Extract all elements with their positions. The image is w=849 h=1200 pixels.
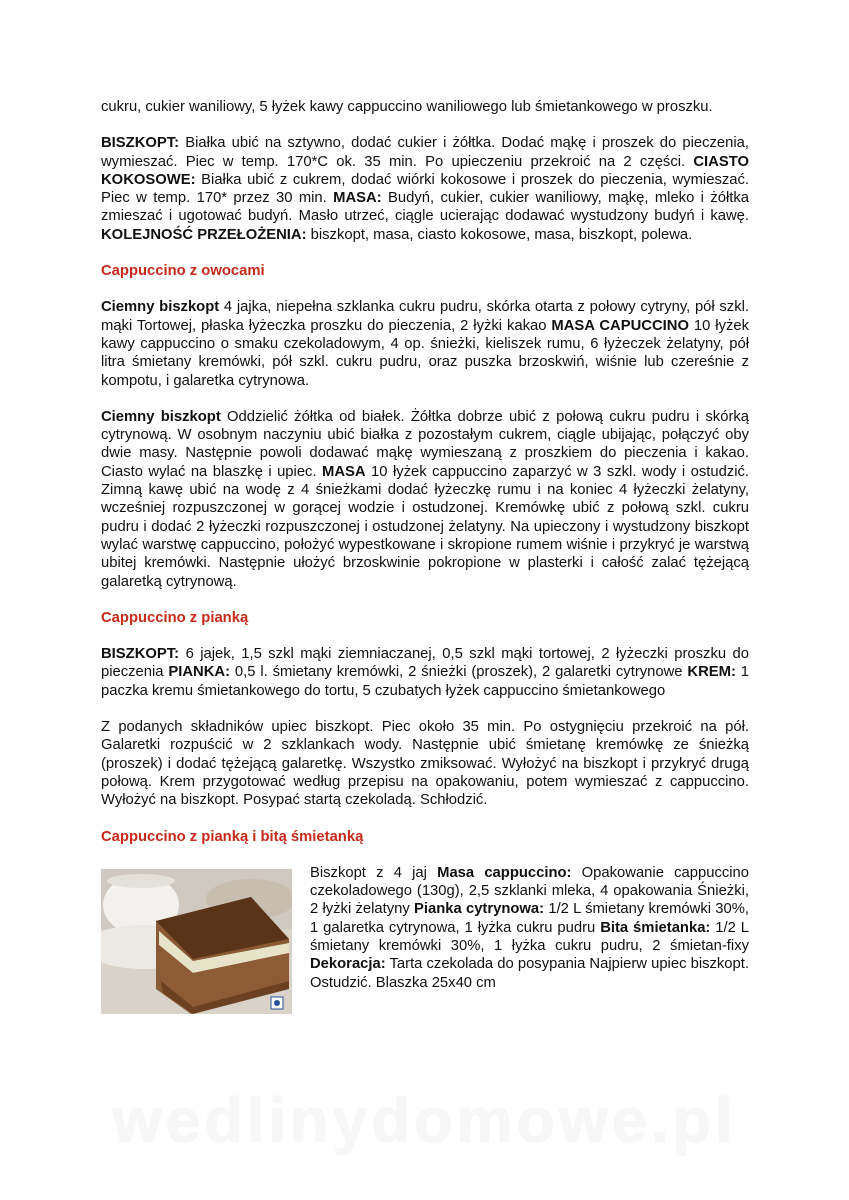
site-watermark: wedlinydomowe.pl [112, 1086, 737, 1156]
method-paragraph: Ciemny biszkopt Oddzielić żółtka od białek. Żółtka dobrze ubić z połową cukru pudru i skórką cytrynową. W osobnym naczyniu ubić białka z pozostałym cukrem, ciągle ubijając, połączyć oby dwie masy. Następnie powoli dodawać mąkę wymieszaną z proszkiem do pieczenia i kakao. Ciasto wylać na blaszkę i upiec. MASA 10 łyżek cappuccino zaparzyć w 3 szkl. wody i ostudzić. Zimną kawę ubić na wodę z 4 śnieżkami dodać łyżeczkę rumu i na koniec 4 łyżeczki żelatyny, wcześniej rozpuszczonej w gorącej wodzie i ostudzonej. Kremówkę ubić z połową szkl. cukru pudru i dodać 2 łyżeczki rozpuszczonej i ostudzonej żelatyny. Na upieczony i wystudzony biszkopt wylać warstwę cappuccino, położyć wypestkowane i skropione rumem wiśnie i przykryć je warstwą ubitej kremówki. Następnie ułożyć brzoskwinie pokropione w plasterki i całość zalać tężejącą galaretką cytrynową. [101, 408, 749, 590]
cake-photo [101, 869, 292, 1014]
method-paragraph: Z podanych składników upiec biszkopt. Piec około 35 min. Po ostygnięciu przekroić na pół. Galaretki rozpuścić w 2 szklankach wody. Następnie ubić śmietanę kremówkę ze śnieżką (proszek) i dodać tężejącą galaretkę. Wszystko zmiksować. Wyłożyć na biszkopt i przykryć drugą połową. Krem przygotować według przepisu na opakowaniu, potem wymieszać z cappuccino. Wyłożyć na biszkopt. Posypać startą czekoladą. Schłodzić. [101, 719, 749, 809]
section-title-cappuccino-z-owocami: Cappuccino z owocami [101, 263, 265, 280]
recipe-page-content [101, 98, 749, 1014]
ingredients-paragraph: Ciemny biszkopt 4 jajka, niepełna szklanka cukru pudru, skórka otarta z połowy cytryny, pół szkl. mąki Tortowej, płaska łyżeczka proszku do pieczenia, 2 łyżki kakao MASA CAPUCCINO 10 łyżek kawy cappuccino o smaku czekoladowym, 4 op. śnieżki, kieliszek rumu, 6 łyżeczek żelatyny, pół litra śmietany kremówki, pół szkl. cukru pudru, oraz puszka brzoskwiń, wiśnie lub czereśnie z kompotu, i galaretka cytrynowa. [101, 299, 750, 389]
label-kolejnosc: KOLEJNOŚĆ PRZEŁOŻENIA: [101, 226, 307, 243]
cake-photo-illustration [101, 869, 292, 1014]
label-ciasto-kokosowe: CIASTO KOKOSOWE: [101, 153, 749, 188]
recipe-with-photo [101, 864, 749, 1014]
recipe-method-paragraph: BISZKOPT: Białka ubić na sztywno, dodać cukier i żółtka. Dodać mąkę i proszek do pieczenia, wymieszać. Piec w temp. 170*C ok. 35 min. Po upieczeniu przekroić na 2 części. CIASTO KOKOSOWE: Białka ubić z cukrem, dodać wiórki kokosowe i proszek do pieczenia, wymieszać. Piec w temp. 170* przez 30 min. MASA: Budyń, cukier, cukier waniliowy, mąkę, mleko i żółtka zmieszać i ugotować budyń. Masło utrzeć, ciągle ucierając dodawać wystudzony budyń i kawę. KOLEJNOŚĆ PRZEŁOŻENIA: biszkopt, masa, ciasto kokosowe, masa, biszkopt, polewa. [101, 135, 750, 243]
label-masa: MASA: [333, 190, 382, 207]
label-biszkopt: BISZKOPT: [101, 135, 180, 152]
ingredients-paragraph: BISZKOPT: 6 jajek, 1,5 szkl mąki ziemniaczanej, 0,5 szkl mąki tortowej, 2 łyżeczki proszku do pieczenia PIANKA: 0,5 l. śmietany kremówki, 2 śnieżki (proszek), 2 galaretki cytrynowe KREM: 1 paczka kremu śmietankowego do tortu, 5 czubatych łyżek cappuccino śmietankowego [101, 646, 749, 699]
section-title-cappuccino-z-pianka: Cappuccino z pianką [101, 609, 249, 626]
ingredients-and-method-paragraph: Biszkopt z 4 jaj Masa cappuccino: Opakowanie cappuccino czekoladowego (130g), 2,5 szklanki mleka, 4 opakowania Śnieżki, 2 łyżki żelatyny Pianka cytrynowa: 1/2 L śmietany kremówki 30%, 1 galaretka cytrynowa, 1 łyżka cukru pudru Bita śmietanka: 1/2 L śmietany kremówki 30%, 1 łyżka cukru pudru, 2 śmietan-fixy Dekoracja: Tarta czekolada do posypania Najpierw upiec biszkopt. Ostudzić. Blaszka 25x40 cm [310, 864, 749, 991]
intro-paragraph: cukru, cukier waniliowy, 5 łyżek kawy cappuccino waniliowego lub śmietankowego w proszku. [101, 99, 713, 115]
section-title-cappuccino-z-pianka-i-bita-smietanka: Cappuccino z pianką i bitą śmietanką [101, 828, 364, 845]
